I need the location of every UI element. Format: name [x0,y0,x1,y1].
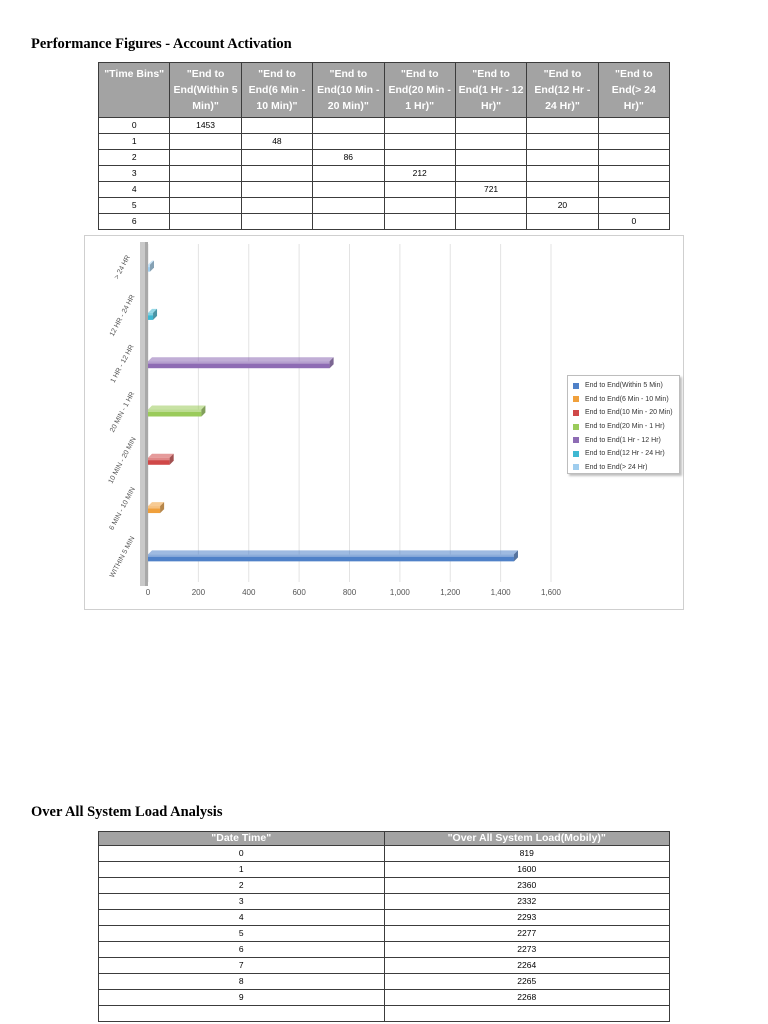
performance-row [99,166,670,182]
table-cell: 7 [99,958,385,974]
system-load-row [99,926,670,942]
table-cell: 0 [598,214,669,230]
table-cell [598,150,669,166]
table-cell [598,118,669,134]
legend-item [571,379,679,393]
table-cell [527,134,598,150]
performance-table [98,62,670,230]
x-tick-label: 800 [342,588,357,597]
table-cell [527,150,598,166]
bar-highlight [148,506,160,509]
legend-item [571,420,679,434]
table-cell: 1453 [170,118,241,134]
bar-highlight [148,361,330,364]
table-cell [313,182,384,198]
legend-label: End to End(Within 5 Min) [585,382,663,390]
table-cell [170,134,241,150]
table-cell [313,166,384,182]
y-category-label: 12 HR - 24 HR [108,293,137,338]
bar-highlight [148,458,170,461]
x-tick-label: 1,600 [540,588,562,597]
table-cell [313,118,384,134]
table-cell [170,182,241,198]
header-date-time: "Date Time" [99,832,385,846]
performance-title: Performance Figures - Account Activation [31,36,292,52]
system-load-row [99,1006,670,1022]
table-cell [313,198,384,214]
x-tick-label: 1,400 [490,588,511,597]
performance-row [99,150,670,166]
y-category-label: 6 MIN - 10 MIN [108,486,137,532]
performance-header-row [99,63,670,118]
performance-row [99,134,670,150]
table-cell [241,214,312,230]
bar-top [148,406,205,410]
table-cell: 819 [384,846,670,862]
y-category-label: 1 HR - 12 HR [109,343,136,385]
table-cell [598,198,669,214]
bar-highlight [148,554,514,557]
table-cell [527,166,598,182]
table-cell [598,182,669,198]
legend-item [571,433,679,447]
system-load-row [99,894,670,910]
table-cell: 6 [99,214,170,230]
y-category-label: > 24 HR [113,254,132,281]
table-cell: 3 [99,166,170,182]
header-10-20-min: "End to End(10 Min - 20 Min)" [313,63,384,118]
axis-wall-edge [145,242,148,586]
y-category-label: 20 MIN - 1 HR [109,390,137,434]
table-cell [241,182,312,198]
header-system-load: "Over All System Load(Mobily)" [384,832,670,846]
table-cell [455,150,526,166]
table-cell [313,214,384,230]
table-cell [455,214,526,230]
legend-label: End to End(20 Min - 1 Hr) [585,423,665,431]
x-tick-label: 600 [292,588,306,597]
table-cell [455,198,526,214]
table-cell: 2273 [384,942,670,958]
bar-top [148,454,174,458]
table-cell [598,134,669,150]
table-cell: 5 [99,198,170,214]
system-load-row [99,942,670,958]
system-load-row [99,990,670,1006]
table-cell: 86 [313,150,384,166]
x-tick-label: 400 [242,588,256,597]
table-cell [384,118,455,134]
performance-row [99,214,670,230]
system-load-row [99,974,670,990]
table-cell: 721 [455,182,526,198]
table-cell [241,150,312,166]
table-cell: 2 [99,878,385,894]
bar-top [148,357,334,361]
table-cell [170,166,241,182]
x-tick-label: 1,000 [389,588,410,597]
table-cell [384,150,455,166]
table-cell [527,214,598,230]
legend-label: End to End(> 24 Hr) [585,463,648,471]
bar-highlight [148,265,150,268]
table-cell: 0 [99,118,170,134]
table-cell [170,214,241,230]
header-1-12-hr: "End to End(1 Hr - 12 Hr)" [455,63,526,118]
header-6-10-min: "End to End(6 Min - 10 Min)" [241,63,312,118]
table-cell: 9 [99,990,385,1006]
table-cell: 4 [99,182,170,198]
system-load-title: Over All System Load Analysis [31,804,223,820]
table-cell: 1 [99,862,385,878]
table-cell [527,182,598,198]
legend-swatch [573,396,579,402]
table-cell: 2268 [384,990,670,1006]
system-load-row [99,878,670,894]
table-cell [313,134,384,150]
legend-swatch [573,451,579,457]
table-cell [241,166,312,182]
table-cell: 3 [99,894,385,910]
system-load-row [99,862,670,878]
table-cell [384,182,455,198]
legend-item [571,461,679,475]
table-cell: 2293 [384,910,670,926]
table-cell: 2265 [384,974,670,990]
table-cell: 1600 [384,862,670,878]
table-cell [384,198,455,214]
table-cell: 8 [99,974,385,990]
table-cell [384,214,455,230]
table-cell: 20 [527,198,598,214]
header-12-24-hr: "End to End(12 Hr - 24 Hr)" [527,63,598,118]
legend-label: End to End(12 Hr - 24 Hr) [585,450,665,458]
header-20-min-1-hr: "End to End(20 Min - 1 Hr)" [384,63,455,118]
legend-swatch [573,424,579,430]
legend-swatch [573,383,579,389]
legend-swatch [573,464,579,470]
table-cell: 2360 [384,878,670,894]
table-cell [170,150,241,166]
table-cell: 2332 [384,894,670,910]
header-within-5-min: "End to End(Within 5 Min)" [170,63,241,118]
performance-row [99,182,670,198]
legend-swatch [573,437,579,443]
legend-label: End to End(1 Hr - 12 Hr) [585,436,661,444]
table-cell [241,118,312,134]
system-load-header-row [99,832,670,846]
table-cell [598,166,669,182]
legend-item [571,393,679,407]
legend-swatch [573,410,579,416]
system-load-row [99,958,670,974]
bar-chart [84,235,684,610]
table-cell: 2264 [384,958,670,974]
legend-label: End to End(6 Min - 10 Min) [585,395,669,403]
table-cell [99,1006,385,1022]
system-load-row [99,846,670,862]
table-cell: 6 [99,942,385,958]
x-tick-label: 200 [191,588,206,597]
table-cell [455,166,526,182]
table-cell: 0 [99,846,385,862]
table-cell: 4 [99,910,385,926]
bar-highlight [148,410,201,413]
table-cell: 1 [99,134,170,150]
y-category-label: 10 MIN - 20 MIN [107,436,138,485]
table-cell: 5 [99,926,385,942]
table-cell [455,118,526,134]
header-over-24-hr: "End to End(> 24 Hr)" [598,63,669,118]
y-category-label: WITHIN 5 MIN [108,535,137,579]
legend-item [571,406,679,420]
table-cell [455,134,526,150]
system-load-table [98,831,670,1022]
legend-label: End to End(10 Min - 20 Min) [585,409,673,417]
system-load-row [99,910,670,926]
table-cell: 2 [99,150,170,166]
table-cell [384,1006,670,1022]
performance-row [99,198,670,214]
legend-item [571,447,679,461]
table-cell [170,198,241,214]
performance-row [99,118,670,134]
table-cell: 2277 [384,926,670,942]
x-tick-label: 0 [145,588,151,597]
table-cell: 212 [384,166,455,182]
table-cell: 48 [241,134,312,150]
bar-highlight [148,313,153,316]
header-time-bins: "Time Bins" [99,63,170,118]
table-cell [527,118,598,134]
bar-top [148,550,518,554]
chart-legend [567,375,680,474]
x-tick-label: 1,200 [440,588,461,597]
table-cell [241,198,312,214]
table-cell [384,134,455,150]
